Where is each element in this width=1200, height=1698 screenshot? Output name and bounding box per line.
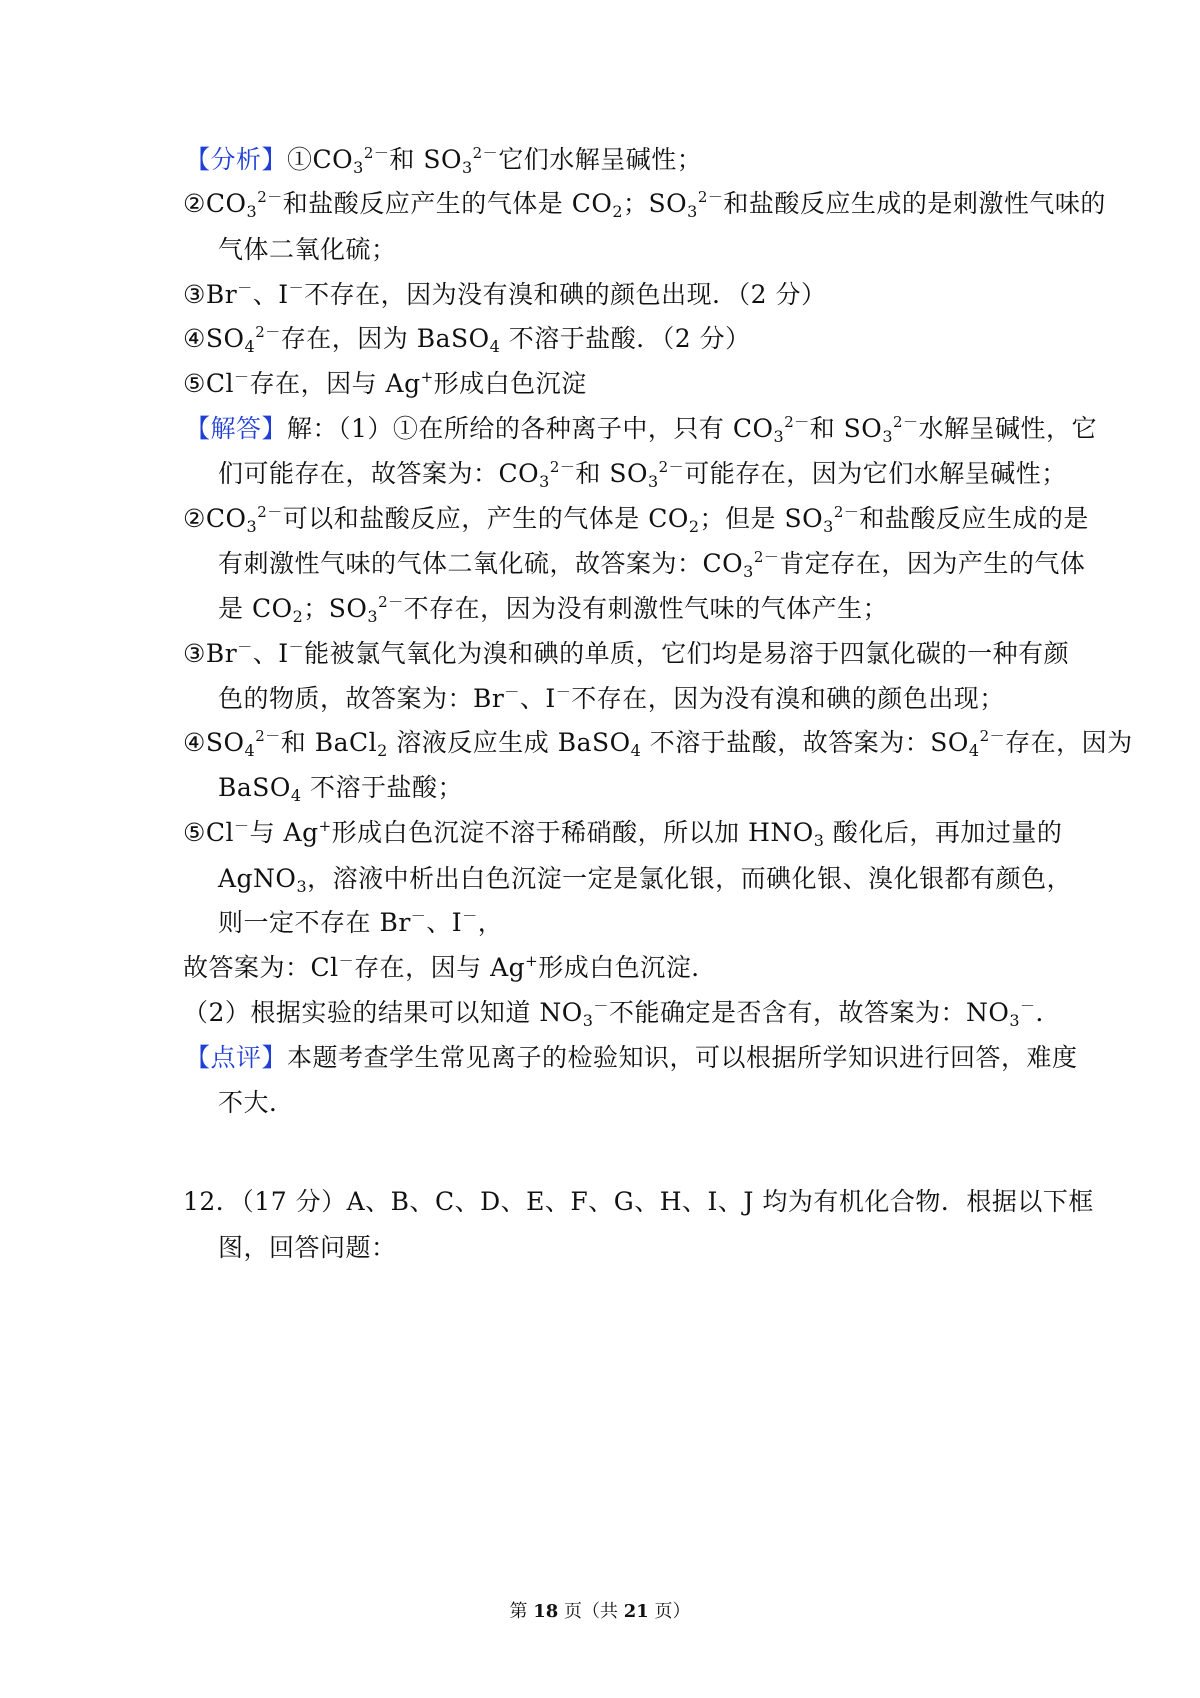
answer-a1-line-1 [185,412,1097,446]
answer-a7: （2）根据实验的结果可以知道 $NO_3^-$不能确定是否含有，故答案为：$NO_3^-$． [183,997,1062,1030]
answer-a6: 故答案为：Cl－存在，因与 Ag+形成白色沉淀． [183,952,717,982]
answer-a1-line-2: 们可能存在，故答案为：$CO_3^{2-}$和 $SO_3^{2-}$可能存在，因为它们水解呈碱性； [218,458,1067,491]
analysis-p2-line-1: $②CO_3^{2-}$和盐酸反应产生的气体是 $CO_2$；$SO_3^{2-}$和盐酸反应生成的是刺激性气味的 [183,188,1106,221]
answer-a1-text: 解：（1）①在所给的各种离子中，只有 $CO_3^{2-}$和 $SO_3^{2-}$水解呈碱性，它 [287,413,1098,446]
answer-a5-line-1: ⑤Cl－与 Ag+形成白色沉淀不溶于稀硝酸，所以加 $HNO_3$ 酸化后，再加过量的 [183,817,1063,850]
analysis-line-1 [185,143,702,177]
analysis-p1: $①CO_3^{2-}$和 $SO_3^{2-}$它们水解呈碱性； [287,144,703,177]
comment-text-1: 本题考查学生常见离子的检验知识，可以根据所学知识进行回答，难度 [287,1043,1078,1072]
answer-a5-line-3: 则一定不存在 Br－、I－， [218,907,504,937]
footer-middle: 页（共 [558,1601,624,1622]
page-footer [0,1600,1200,1624]
answer-a2-line-1: $②CO_3^{2-}$可以和盐酸反应，产生的气体是 $CO_2$；但是 $SO_3^{2-}$和盐酸反应生成的是 [183,503,1089,536]
answer-a2-line-2: 有刺激性气味的气体二氧化硫，故答案为：$CO_3^{2-}$肯定存在，因为产生的气体 [218,548,1086,581]
answer-a3-line-2: 色的物质，故答案为：Br－、I－不存在，因为没有溴和碘的颜色出现； [218,683,1005,713]
answer-a5-line-2: AgNO$_3$，溶液中析出白色沉淀一定是氯化银，而碘化银、溴化银都有颜色， [218,864,1073,896]
footer-prefix: 第 [509,1601,534,1622]
analysis-p3: ③Br－、I－不存在，因为没有溴和碘的颜色出现．（2 分） [183,279,827,309]
answer-tag: 【解答】 [185,414,288,443]
analysis-p4: $④SO_4^{2-}$存在，因为 BaSO$_4$ 不溶于盐酸．（2 分） [183,323,751,356]
comment-tag: 【点评】 [185,1043,288,1072]
comment-line-1 [185,1041,1078,1075]
footer-total-pages: 21 [623,1601,649,1622]
question-12-line-2: 图，回答问题： [218,1233,397,1262]
answer-a3-line-1: ③Br－、I－能被氯气氧化为溴和碘的单质，它们均是易溶于四氯化碳的一种有颜 [183,638,1070,668]
analysis-p2-line-2: 气体二氧化硫； [218,235,397,264]
footer-page-number: 18 [533,1601,559,1622]
answer-a4-line-1: $④SO_4^{2-}$和 BaCl$_2$ 溶液反应生成 BaSO$_4$ 不溶于盐酸，故答案为：$SO_4^{2-}$存在，因为 [183,727,1133,760]
answer-a4-line-2: BaSO$_4$ 不溶于盐酸； [218,773,464,805]
question-12-line-1: 12．（17 分）A、B、C、D、E、F、G、H、I、J 均为有机化合物．根据以下框 [183,1187,1094,1216]
analysis-p5: ⑤Cl－存在，因与 Ag+形成白色沉淀 [183,368,587,398]
comment-line-2: 不大． [218,1088,295,1117]
footer-suffix: 页） [648,1601,691,1622]
answer-a2-line-3: 是 $CO_2$；$SO_3^{2-}$不存在，因为没有刺激性气味的气体产生； [218,593,889,626]
analysis-tag: 【分析】 [185,145,288,174]
